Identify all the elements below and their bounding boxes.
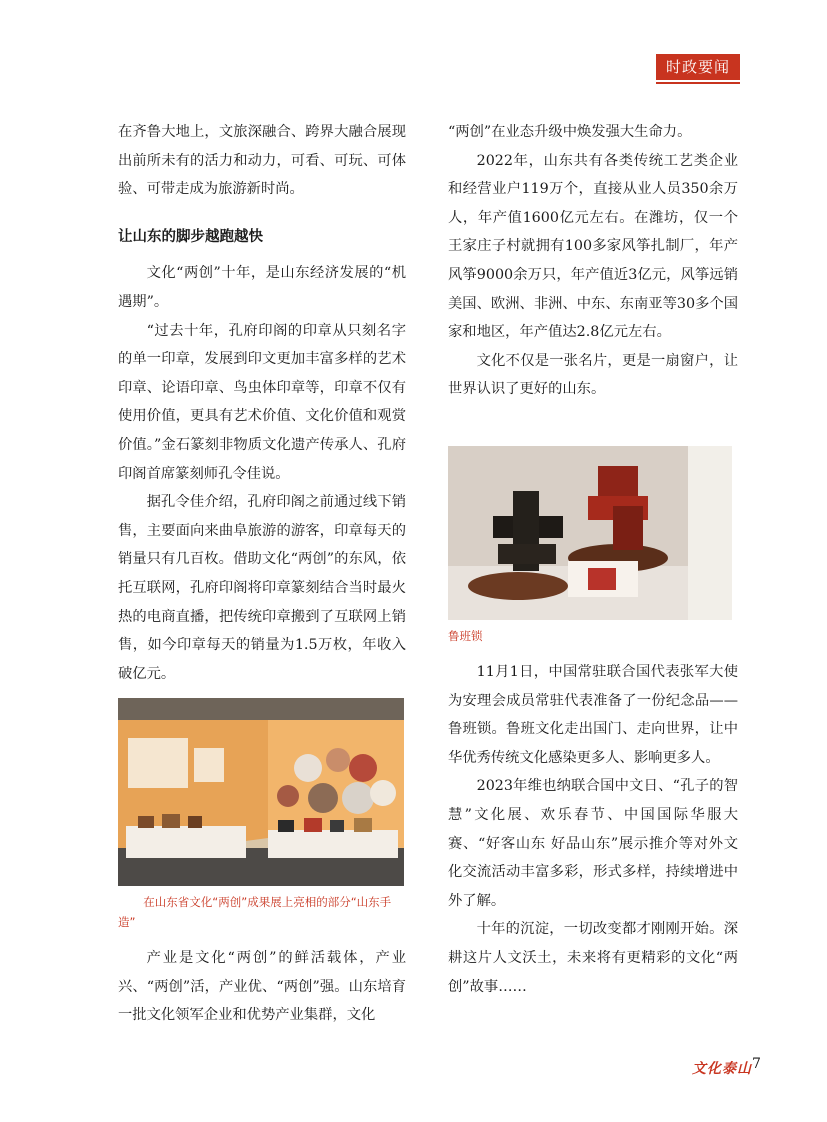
right-paragraph-0: “两创”在业态升级中焕发强大生命力。 <box>448 124 692 140</box>
right-column <box>448 118 738 404</box>
left-paragraph-1: 文化“两创”十年，是山东经济发展的“机遇期”。 <box>118 265 406 310</box>
luban-lock-photo <box>448 446 732 620</box>
right-paragraph-5: 十年的沉淀，一切改变都才刚刚开始。深耕这片人文沃土，未来将有更精彩的文化“两创”故事…… <box>448 921 738 995</box>
section-heading: 让山东的脚步越跑越快 <box>118 228 263 245</box>
right-paragraph-3: 11月1日，中国常驻联合国代表张军大使为安理会成员常驻代表准备了一份纪念品——鲁班锁。鲁班文化走出国门、走向世界，让中华优秀传统文化感染更多人、影响更多人。 <box>448 664 738 766</box>
left-paragraph-3: 据孔令佳介绍，孔府印阁之前通过线下销售，主要面向来曲阜旅游的游客，印章每天的销量只有几百枚。借助文化“两创”的东风，依托互联网，孔府印阁将印章篆刻结合当时最火热的电商直播，把传统印章搬到了互联网上销售，如今印章每天的销量为1.5万枚，年收入破亿元。 <box>118 494 406 682</box>
page-number: 7 <box>752 1056 761 1072</box>
exhibition-photo <box>118 698 404 886</box>
right-paragraph-2: 文化不仅是一张名片，更是一扇窗户，让世界认识了更好的山东。 <box>448 352 738 398</box>
section-tag: 时政要闻 <box>656 54 740 80</box>
right-column-bottom <box>448 658 738 1001</box>
left-column-bottom <box>118 944 406 1030</box>
left-paragraph-2: “过去十年，孔府印阁的印章从只刻名字的单一印章，发展到印文更加丰富多样的艺术印章、论语印章、鸟虫体印章等，印章不仅有使用价值，更具有艺术价值、文化价值和观赏价值。”金石篆刻非物质文化遗产传承人、孔府印阁首席篆刻师孔令佳说。 <box>118 322 406 482</box>
section-rule <box>656 82 740 84</box>
left-paragraph-4: 产业是文化“两创”的鲜活载体，产业兴、“两创”活，产业优、“两创”强。山东培育一批文化领军企业和优势产业集群，文化 <box>118 950 406 1024</box>
magazine-logo: 文化泰山 <box>692 1061 752 1077</box>
left-paragraph-0: 在齐鲁大地上，文旅深融合、跨界大融合展现出前所未有的活力和动力，可看、可玩、可体验、可带走成为旅游新时尚。 <box>118 124 406 198</box>
left-column <box>118 118 406 688</box>
right-paragraph-1: 2022年，山东共有各类传统工艺类企业和经营业户119万个，直接从业人员350余万人，年产值1600亿元左右。在潍坊，仅一个王家庄子村就拥有100多家风筝扎制厂，年产风筝9000余万只，年产值近3亿元，风筝远销美国、欧洲、非洲、中东、东南亚等30多个国家和地区，年产值达2.8亿元左右。 <box>448 152 738 341</box>
exhibition-photo-caption: 在山东省文化“两创”成果展上亮相的部分“山东手造” <box>118 895 392 929</box>
right-paragraph-4: 2023年维也纳联合国中文日、“孔子的智慧”文化展、欢乐春节、中国国际华服大赛、“好客山东 好品山东”展示推介等对外文化交流活动丰富多彩，形式多样，持续增进中外了解。 <box>448 778 738 909</box>
luban-lock-caption: 鲁班锁 <box>448 629 483 643</box>
